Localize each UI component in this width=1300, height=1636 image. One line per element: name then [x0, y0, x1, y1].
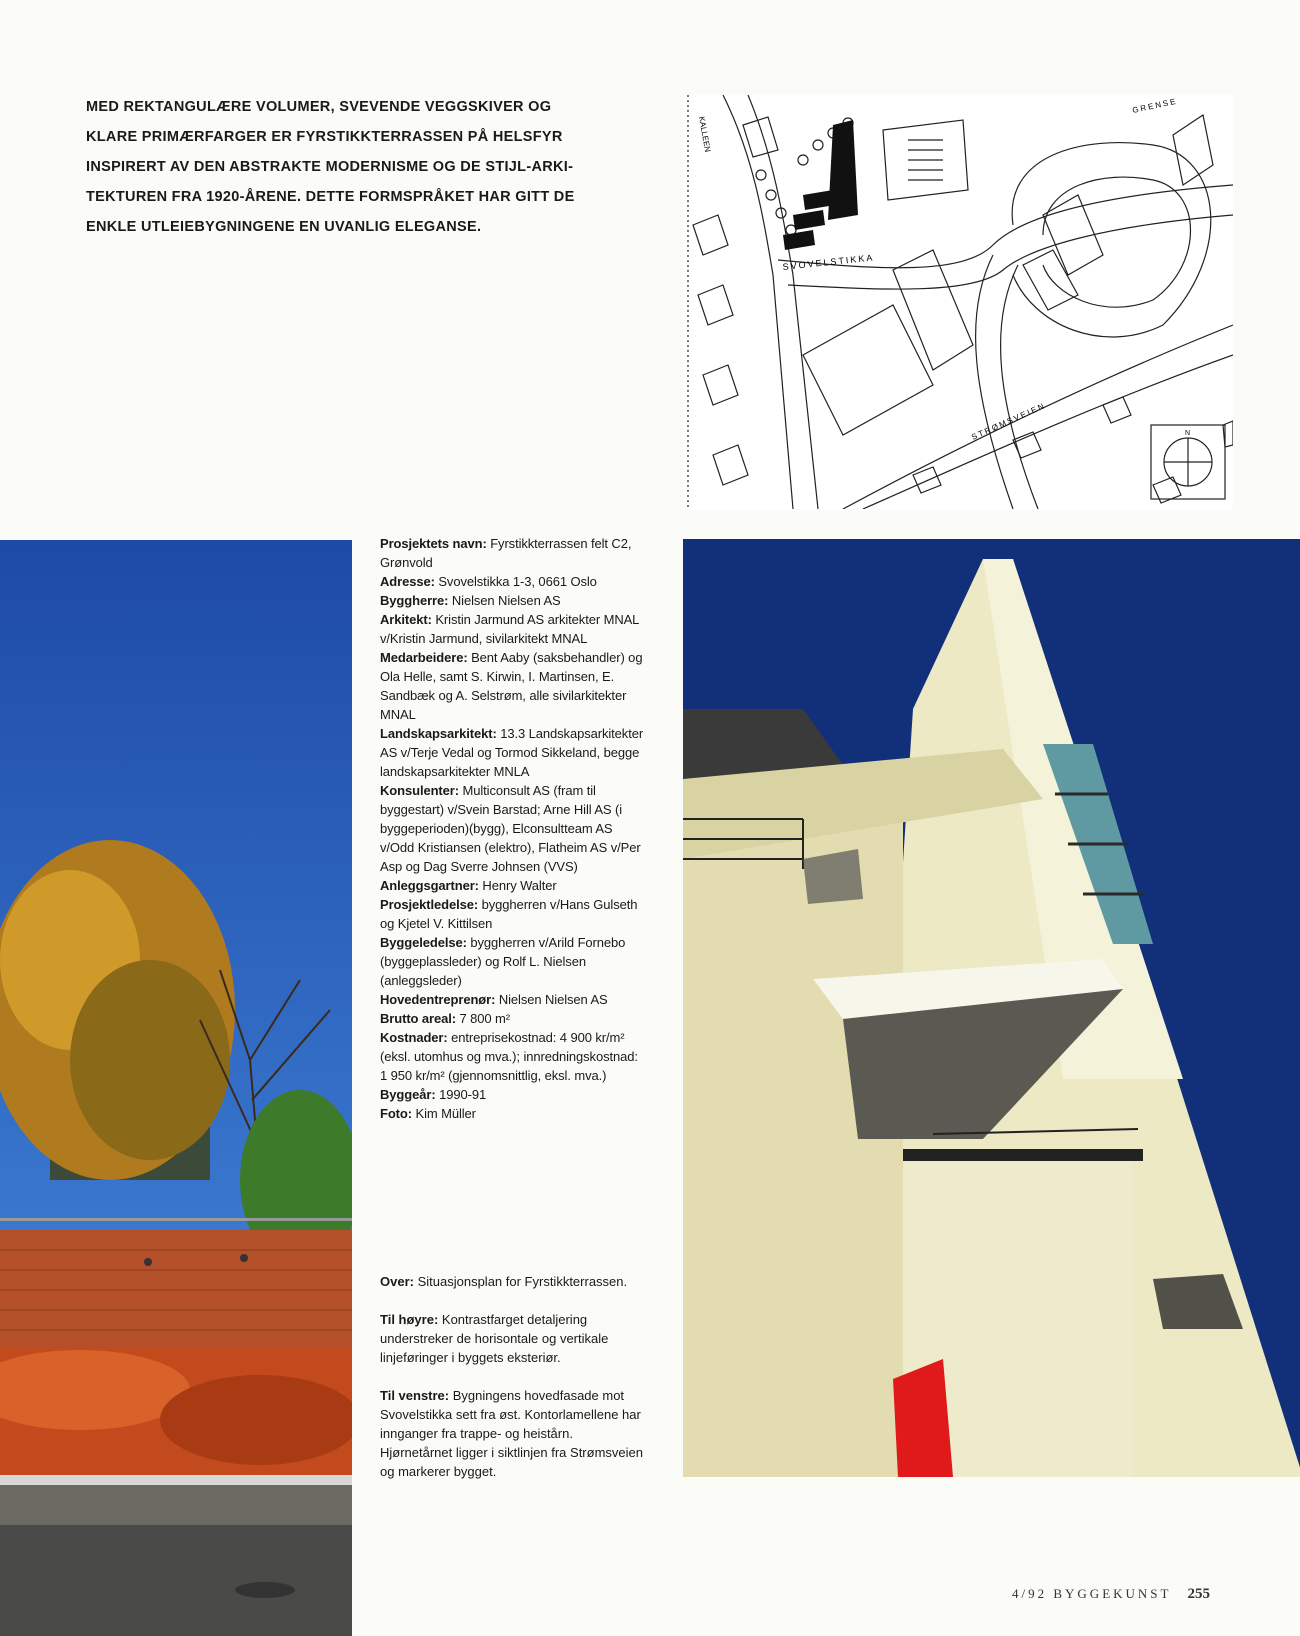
fact-row: [380, 1104, 645, 1123]
fact-row: [380, 1028, 645, 1085]
caption-label: Til høyre:: [380, 1312, 439, 1327]
intro-line: KLARE PRIMÆRFARGER ER FYRSTIKKTERRASSEN PÅ HELSFYR: [86, 129, 563, 145]
fact-value: 7 800 m²: [459, 1011, 511, 1026]
page-number: 255: [1187, 1586, 1210, 1602]
fact-label: Byggeår:: [380, 1087, 436, 1102]
photo-captions: [380, 1272, 645, 1500]
street-label-svovelstikka: SVOVELSTIKKA: [782, 252, 875, 272]
fact-value: 13.3 Landskapsarkitekter AS v/Terje Vedal og Tormod Sikkeland, begge landskapsarkitekter MNLA: [380, 726, 644, 779]
fact-value: Kim Müller: [415, 1106, 476, 1121]
intro-line: INSPIRERT AV DEN ABSTRAKTE MODERNISME OG DE STIJL-ARKI-: [86, 159, 574, 175]
fact-row: [380, 876, 645, 895]
fact-label: Landskapsarkitekt:: [380, 726, 497, 741]
north-label: N: [1185, 430, 1191, 437]
caption-text: Kontrastfarget detaljering understreker de horisontale og vertikale linjeføringer i byggets eksteriør.: [380, 1312, 609, 1365]
fact-row: [380, 1085, 645, 1104]
fact-value: Multiconsult AS (fram til byggestart) v/Svein Barstad; Arne Hill AS (i byggeperioden)(bygg), Elconsultteam AS v/Odd Kristiansen (elektro), Flatheim AS v/Per Asp og Dag Sverre Johnsen (VVS): [380, 783, 641, 874]
project-facts: [380, 534, 645, 1123]
fact-value: Svovelstikka 1-3, 0661 Oslo: [438, 574, 597, 589]
fact-label: Foto:: [380, 1106, 412, 1121]
fact-label: Konsulenter:: [380, 783, 459, 798]
fact-value: Fyrstikkterrassen felt C2, Grønvold: [380, 536, 632, 570]
intro-line: TEKTUREN FRA 1920-ÅRENE. DETTE FORMSPRÅKET HAR GITT DE: [86, 189, 575, 205]
photo-main-facade: [0, 540, 352, 1636]
fact-value: 1990-91: [439, 1087, 487, 1102]
fact-row: [380, 724, 645, 781]
issue-label: 4/92 BYGGEKUNST: [1012, 1586, 1172, 1601]
fact-value: Bent Aaby (saksbehandler) og Ola Helle, samt S. Kirwin, I. Martinsen, E. Sandbæk og A. Selstrøm, alle sivilarkitekter MNAL: [380, 650, 643, 722]
fact-row: [380, 933, 645, 990]
caption-text: Bygningens hovedfasade mot Svovelstikka sett fra øst. Kontorlamellene har innganger fra trappe- og heistårn. Hjørnetårnet ligger i siktlinjen fra Strømsveien og markerer bygget.: [380, 1388, 643, 1479]
fact-label: Kostnader:: [380, 1030, 448, 1045]
caption: [380, 1272, 645, 1291]
fact-label: Anleggsgartner:: [380, 878, 479, 893]
caption-label: Over:: [380, 1274, 414, 1289]
caption-label: Til venstre:: [380, 1388, 450, 1403]
caption: [380, 1386, 645, 1481]
fact-value: Nielsen Nielsen AS: [498, 992, 608, 1007]
fact-label: Prosjektets navn:: [380, 536, 487, 551]
caption-text: Situasjonsplan for Fyrstikkterrassen.: [417, 1274, 628, 1289]
site-plan-drawing: [683, 95, 1233, 509]
street-label-kalleen: KALLEEN: [697, 115, 713, 153]
street-label-grense: GRENSE: [1131, 96, 1179, 115]
fact-value: Kristin Jarmund AS arkitekter MNAL v/Kristin Jarmund, sivilarkitekt MNAL: [380, 612, 639, 646]
fact-label: Adresse:: [380, 574, 435, 589]
fact-row: [380, 534, 645, 572]
fact-row: [380, 648, 645, 724]
fact-value: byggherren v/Arild Fornebo (byggeplassleder) og Rolf L. Nielsen (anleggsleder): [380, 935, 626, 988]
fact-value: Nielsen Nielsen AS: [451, 593, 561, 608]
fact-label: Medarbeidere:: [380, 650, 468, 665]
fact-label: Prosjektledelse:: [380, 897, 479, 912]
fact-row: [380, 610, 645, 648]
fact-row: [380, 1009, 645, 1028]
fact-value: byggherren v/Hans Gulseth og Kjetel V. Kittilsen: [380, 897, 638, 931]
fact-label: Arkitekt:: [380, 612, 432, 627]
street-label-stromsveien: STRØMSVEIEN: [970, 400, 1048, 442]
fact-value: Henry Walter: [482, 878, 557, 893]
fact-row: [380, 572, 645, 591]
fact-row: [380, 895, 645, 933]
fact-label: Hovedentreprenør:: [380, 992, 496, 1007]
intro-text: [86, 92, 606, 242]
intro-line: MED REKTANGULÆRE VOLUMER, SVEVENDE VEGGSKIVER OG: [86, 99, 552, 115]
fact-row: [380, 990, 645, 1009]
fact-label: Byggeledelse:: [380, 935, 467, 950]
caption: [380, 1310, 645, 1367]
page-footer: [1012, 1586, 1242, 1603]
fact-label: Byggherre:: [380, 593, 449, 608]
intro-line: ENKLE UTLEIEBYGNINGENE EN UVANLIG ELEGANSE.: [86, 219, 482, 235]
fact-row: [380, 591, 645, 610]
fact-value: entreprisekostnad: 4 900 kr/m² (eksl. utomhus og mva.); innredningskostnad: 1 950 kr/m² (gjennomsnittlig, eksl. mva.): [380, 1030, 638, 1083]
fact-label: Brutto areal:: [380, 1011, 456, 1026]
photo-facade-detail: [683, 539, 1300, 1477]
fact-row: [380, 781, 645, 876]
